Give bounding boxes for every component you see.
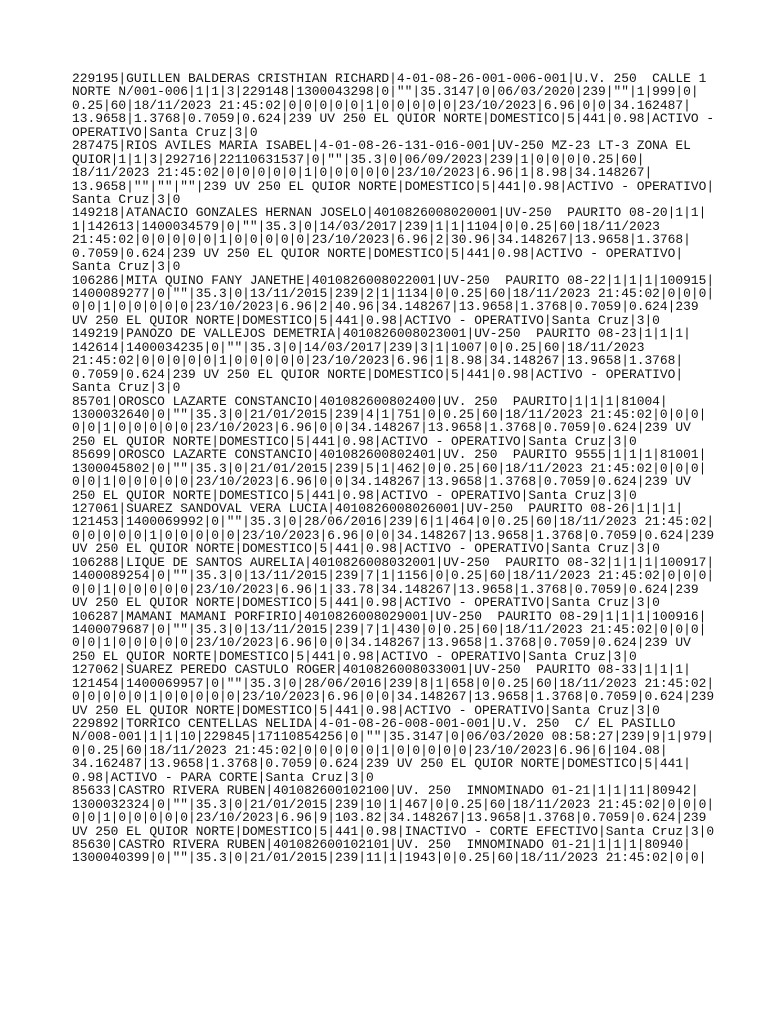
text-line: 18/11/2023 21:45:02|0|0|0|0|0|1|0|0|0|0|0|23/10/2023|6.96|1|8.98|34.148267| [72, 165, 653, 181]
text-line: 1400079687|0|""|35.3|0|13/11/2015|239|7|1|430|0|0.25|60|18/11/2023 21:45:02|0|0|0| [72, 621, 707, 637]
text-line: 250 EL QUIOR NORTE|DOMESTICO|5|441|0.98|ACTIVO - OPERATIVO|Santa Cruz|3|0 [72, 648, 637, 664]
text-line: 149219|PANOZO DE VALLEJOS DEMETRIA|4010826008023001|UV-250 PAURITO 08-23|1|1|1| [72, 326, 691, 342]
text-line: Santa Cruz|3|0 [72, 191, 181, 207]
text-line: QUIOR|1|1|3|292716|22110631537|0|""|35.3|0|06/09/2023|239|1|0|0|0|0.25|60| [72, 151, 645, 167]
text-line: 106286|MITA QUINO FANY JANETHE|4010826008022001|UV-250 PAURITO 08-22|1|1|1|100915| [72, 272, 715, 288]
text-line: 85633|CASTRO RIVERA RUBEN|401082600102100|UV. 250 IMNOMINADO 01-21|1|1|11|80942| [72, 783, 699, 799]
text-line: Santa Cruz|3|0 [72, 380, 181, 396]
text-line: 13.9658|""|""|""|239 UV 250 EL QUIOR NORTE|DOMESTICO|5|441|0.98|ACTIVO - OPERATIVO| [72, 178, 715, 194]
text-line: 1400089277|0|""|35.3|0|13/11/2015|239|2|1|1134|0|0.25|60|18/11/2023 21:45:02|0|0|0| [72, 286, 715, 301]
text-line: 1300040399|0|""|35.3|0|21/01/2015|239|11|1|1943|0|0.25|60|18/11/2023 21:45:02|0|0| [72, 850, 707, 866]
text-line: UV 250 EL QUIOR NORTE|DOMESTICO|5|441|0.98|ACTIVO - OPERATIVO|Santa Cruz|3|0 [72, 312, 660, 328]
text-line: 106287|MAMANI MAMANI PORFIRIO|4010826008029001|UV-250 PAURITO 08-29|1|1|1|100916| [72, 608, 707, 624]
text-line: UV 250 EL QUIOR NORTE|DOMESTICO|5|441|0.98|ACTIVO - OPERATIVO|Santa Cruz|3|0 [72, 541, 660, 557]
text-line: 1400089254|0|""|35.3|0|13/11/2015|239|7|1|1156|0|0.25|60|18/11/2023 21:45:02|0|0|0| [72, 568, 715, 584]
text-line: 250 EL QUIOR NORTE|DOMESTICO|5|441|0.98|ACTIVO - OPERATIVO|Santa Cruz|3|0 [72, 487, 637, 503]
text-line: 85701|OROSCO LAZARTE CONSTANCIO|401082600802400|UV. 250 PAURITO|1|1|1|81004| [72, 393, 668, 409]
text-line: 0|0.25|60|18/11/2023 21:45:02|0|0|0|0|0|1|0|0|0|0|0|23/10/2023|6.96|6|104.08| [72, 742, 668, 758]
text-line: 127061|SUAREZ SANDOVAL VERA LUCIA|4010826008026001|UV-250 PAURITO 08-26|1|1|1| [72, 501, 684, 516]
text-line: N/008-001|1|1|10|229845|17110854256|0|""|35.3147|0|06/03/2020 08:58:27|239|9|1|979| [72, 729, 715, 745]
text-line: 13.9658|1.3768|0.7059|0.624|239 UV 250 EL QUIOR NORTE|DOMESTICO|5|441|0.98|ACTIVO - [72, 111, 715, 127]
text-line: 121454|1400069957|0|""|35.3|0|28/06/2016|239|8|1|658|0|0.25|60|18/11/2023 21:45:02| [72, 675, 715, 691]
text-line: 0.25|60|18/11/2023 21:45:02|0|0|0|0|0|1|0|0|0|0|0|23/10/2023|6.96|0|0|34.162487| [72, 97, 691, 113]
text-line: 1300032640|0|""|35.3|0|21/01/2015|239|4|1|751|0|0.25|60|18/11/2023 21:45:02|0|0|0| [72, 406, 707, 422]
text-line: 106288|LIQUE DE SANTOS AURELIA|4010826008032001|UV-250 PAURITO 08-32|1|1|1|100917| [72, 554, 715, 570]
document-page [72, 71, 715, 866]
text-line: 0|0|1|0|0|0|0|0|23/10/2023|6.96|9|103.82|34.148267|13.9658|1.3768|0.7059|0.624|239 [72, 810, 707, 826]
text-line: 250 EL QUIOR NORTE|DOMESTICO|5|441|0.98|ACTIVO - OPERATIVO|Santa Cruz|3|0 [72, 433, 637, 449]
text-line: Santa Cruz|3|0 [72, 259, 181, 275]
text-line: 0|0|0|0|0|1|0|0|0|0|0|23/10/2023|6.96|0|0|34.148267|13.9658|1.3768|0.7059|0.624|239 [72, 689, 715, 705]
text-line: 0|0|0|0|0|1|0|0|0|0|0|23/10/2023|6.96|0|0|34.148267|13.9658|1.3768|0.7059|0.624|239 [72, 527, 715, 543]
text-line: 1300032324|0|""|35.3|0|21/01/2015|239|10|1|467|0|0.25|60|18/11/2023 21:45:02|0|0|0| [72, 796, 715, 812]
text-line: 127062|SUAREZ PEREDO CASTULO ROGER|4010826008033001|UV-250 PAURITO 08-33|1|1|1| [72, 662, 691, 678]
text-line: 0|0|1|0|0|0|0|0|23/10/2023|6.96|2|40.96|34.148267|13.9658|1.3768|0.7059|0.624|239 [72, 299, 699, 315]
text-line: 287475|RIOS AVILES MARIA ISABEL|4-01-08-26-131-016-001|UV-250 MZ-23 LT-3 ZONA EL [72, 138, 691, 154]
text-line: 85699|OROSCO LAZARTE CONSTANCIO|401082600802401|UV. 250 PAURITO 9555|1|1|1|81001| [72, 447, 707, 463]
text-line: 21:45:02|0|0|0|0|0|1|0|0|0|0|0|23/10/2023|6.96|1|8.98|34.148267|13.9658|1.3768| [72, 353, 684, 369]
text-line: 0.7059|0.624|239 UV 250 EL QUIOR NORTE|DOMESTICO|5|441|0.98|ACTIVO - OPERATIVO| [72, 366, 684, 382]
text-line: UV 250 EL QUIOR NORTE|DOMESTICO|5|441|0.98|INACTIVO - CORTE EFECTIVO|Santa Cruz|3|0 [72, 823, 715, 839]
text-line: OPERATIVO|Santa Cruz|3|0 [72, 124, 258, 140]
text-line: 0|0|1|0|0|0|0|0|23/10/2023|6.96|0|0|34.148267|13.9658|1.3768|0.7059|0.624|239 UV [72, 635, 691, 651]
text-line: 1300045802|0|""|35.3|0|21/01/2015|239|5|1|462|0|0.25|60|18/11/2023 21:45:02|0|0|0| [72, 460, 707, 476]
text-line: 149218|ATANACIO GONZALES HERNAN JOSELO|4010826008020001|UV-250 PAURITO 08-20|1|1| [72, 205, 707, 221]
text-line: UV 250 EL QUIOR NORTE|DOMESTICO|5|441|0.98|ACTIVO - OPERATIVO|Santa Cruz|3|0 [72, 595, 660, 611]
text-line: 21:45:02|0|0|0|0|0|1|0|0|0|0|0|23/10/2023|6.96|2|30.96|34.148267|13.9658|1.3768| [72, 232, 691, 248]
text-line: NORTE N/001-006|1|1|3|229148|1300043298|0|""|35.3147|0|06/03/2020|239|""|1|999|0| [72, 84, 699, 100]
text-line: 0|0|1|0|0|0|0|0|23/10/2023|6.96|1|33.78|34.148267|13.9658|1.3768|0.7059|0.624|239 [72, 581, 699, 597]
text-line: UV 250 EL QUIOR NORTE|DOMESTICO|5|441|0.98|ACTIVO - OPERATIVO|Santa Cruz|3|0 [72, 702, 660, 718]
text-line: 229195|GUILLEN BALDERAS CRISTHIAN RICHARD|4-01-08-26-001-006-001|U.V. 250 CALLE 1 [72, 71, 707, 86]
text-line: 0.98|ACTIVO - PARA CORTE|Santa Cruz|3|0 [72, 769, 374, 785]
text-line: 1|142613|1400034579|0|""|35.3|0|14/03/2017|239|1|1|1104|0|0.25|60|18/11/2023 [72, 218, 660, 234]
text-line: 0.7059|0.624|239 UV 250 EL QUIOR NORTE|DOMESTICO|5|441|0.98|ACTIVO - OPERATIVO| [72, 245, 684, 261]
text-line: 85630|CASTRO RIVERA RUBEN|401082600102101|UV. 250 IMNOMINADO 01-21|1|1|1|80940| [72, 836, 691, 852]
text-line: 121453|1400069992|0|""|35.3|0|28/06/2016|239|6|1|464|0|0.25|60|18/11/2023 21:45:02| [72, 514, 715, 530]
text-line: 34.162487|13.9658|1.3768|0.7059|0.624|239 UV 250 EL QUIOR NORTE|DOMESTICO|5|441| [72, 756, 691, 772]
text-line: 0|0|1|0|0|0|0|0|23/10/2023|6.96|0|0|34.148267|13.9658|1.3768|0.7059|0.624|239 UV [72, 420, 691, 436]
text-line: 142614|1400034235|0|""|35.3|0|14/03/2017|239|3|1|1007|0|0.25|60|18/11/2023 [72, 339, 645, 355]
text-line: 229892|TORRICO CENTELLAS NELIDA|4-01-08-26-008-001-001|U.V. 250 C/ EL PASILLO [72, 716, 676, 731]
text-line: 0|0|1|0|0|0|0|0|23/10/2023|6.96|0|0|34.148267|13.9658|1.3768|0.7059|0.624|239 UV [72, 474, 691, 490]
